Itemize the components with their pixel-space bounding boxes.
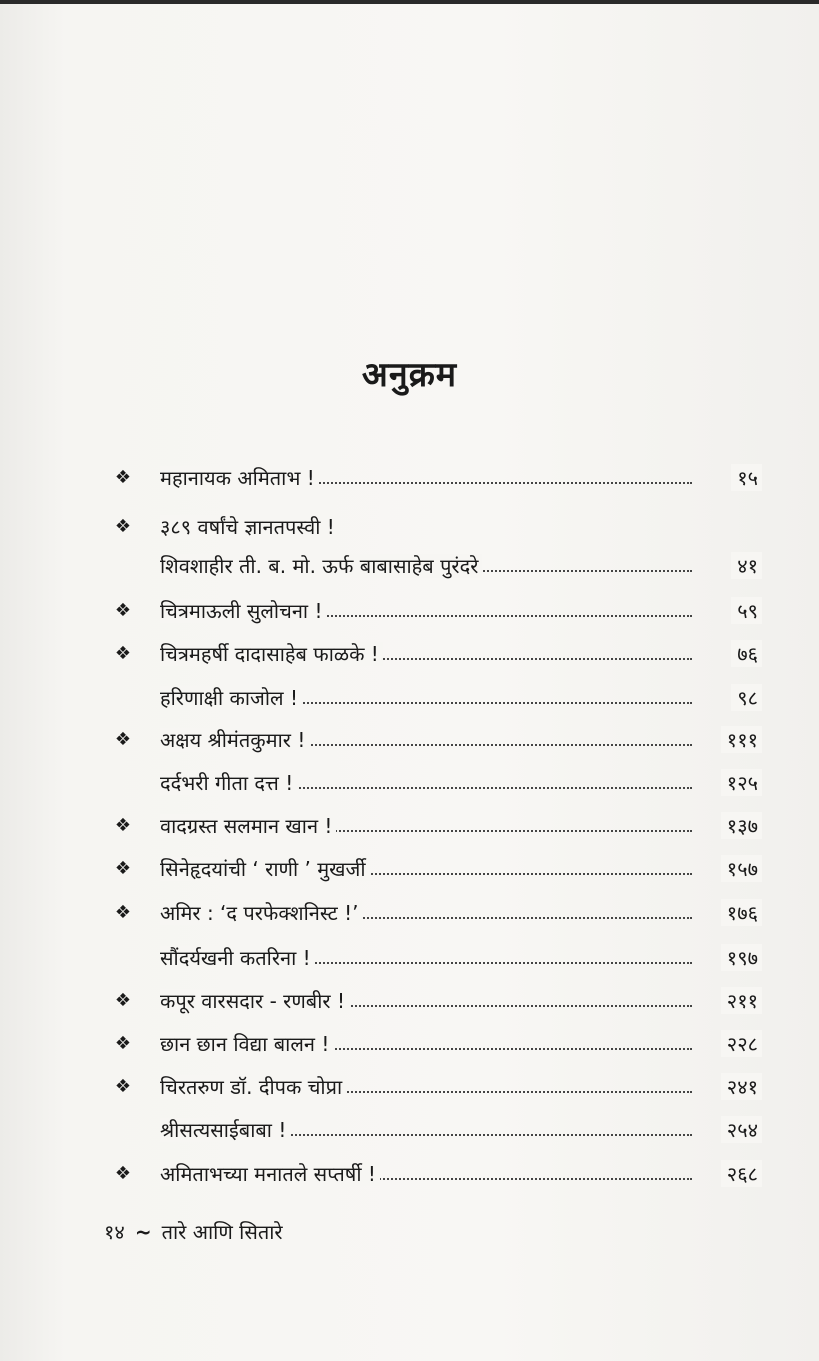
toc-entry-title: महानायक अमिताभ ! [160, 466, 319, 490]
toc-entry [112, 680, 762, 714]
diamond-bullet-icon: ❖ [114, 989, 132, 1011]
toc-entry-title: दर्दभरी गीता दत्त ! [160, 771, 297, 795]
toc-entry [112, 765, 762, 799]
toc-entry [112, 1069, 762, 1103]
toc-entry-page: २११ [721, 987, 762, 1014]
page-top-edge [0, 0, 819, 4]
toc-entry [112, 509, 762, 543]
toc-entry [112, 1156, 762, 1190]
diamond-bullet-icon: ❖ [114, 515, 132, 537]
toc-entry-page: ४१ [731, 552, 762, 579]
toc-entry [112, 722, 762, 756]
footer-page-number: १४ [104, 1220, 125, 1244]
toc-entry-page: १५ [731, 464, 762, 491]
diamond-bullet-icon: ❖ [114, 901, 132, 923]
toc-entry-title: कपूर वारसदार - रणबीर ! [160, 989, 349, 1013]
toc-entry-title: चित्रमाऊली सुलोचना ! [160, 599, 326, 623]
toc-entry-title: ३८९ वर्षांचे ज्ञानतपस्वी ! [160, 515, 339, 539]
toc-entry-page: १११ [721, 726, 762, 753]
toc-entry-title: चिरतरुण डॉ. दीपक चोप्रा [160, 1075, 346, 1099]
toc-entry [112, 895, 762, 929]
toc-heading: अनुक्रम [361, 355, 458, 395]
toc-entry [112, 460, 762, 494]
toc-entry-page: १९७ [721, 944, 762, 971]
footer-book-title: तारे आणि सितारे [161, 1220, 283, 1244]
toc-entry-title: हरिणाक्षी काजोल ! [160, 686, 302, 710]
toc-entry-title: अक्षय श्रीमंतकुमार ! [160, 728, 309, 752]
diamond-bullet-icon: ❖ [114, 466, 132, 488]
footer-dash-icon: ~ [134, 1220, 152, 1244]
toc-entry-title: अमिर : ‘द परफेक्शनिस्ट !’ [160, 901, 362, 925]
toc-entry-page: १३७ [721, 812, 762, 839]
toc-entry-title: शिवशाहीर ती. ब. मो. ऊर्फ बाबासाहेब पुरंदरे [160, 554, 482, 578]
toc-entry [112, 940, 762, 974]
toc-entry-page: २४१ [721, 1073, 762, 1100]
toc-entry-title: श्रीसत्यसाईबाबा ! [160, 1118, 290, 1142]
toc-entry-title: सौंदर्यखनी कतरिना ! [160, 946, 315, 970]
toc-entry-page: ७६ [731, 640, 762, 667]
toc-entry-title: सिनेहृदयांची ‘ राणी ’ मुखर्जी [160, 857, 370, 881]
toc-entry-page: १७६ [721, 899, 762, 926]
diamond-bullet-icon: ❖ [114, 728, 132, 750]
diamond-bullet-icon: ❖ [114, 1032, 132, 1054]
diamond-bullet-icon: ❖ [114, 1075, 132, 1097]
toc-entry-title: छान छान विद्या बालन ! [160, 1032, 333, 1056]
toc-entry-page: २५४ [721, 1116, 762, 1143]
toc-entry [112, 593, 762, 627]
diamond-bullet-icon: ❖ [114, 857, 132, 879]
toc-entry-title: चित्रमहर्षी दादासाहेब फाळके ! [160, 642, 383, 666]
toc-entry [112, 1026, 762, 1060]
toc-entry-page: २२८ [721, 1030, 762, 1057]
toc-entry-page: १५७ [721, 855, 762, 882]
toc-entry-page: १२५ [721, 769, 762, 796]
toc-entry-page: ५९ [731, 597, 762, 624]
toc-entry [112, 548, 762, 582]
diamond-bullet-icon: ❖ [114, 642, 132, 664]
toc-entry [112, 636, 762, 670]
page-footer [104, 1218, 283, 1245]
toc-entry [112, 983, 762, 1017]
diamond-bullet-icon: ❖ [114, 599, 132, 621]
toc-entry [112, 1112, 762, 1146]
toc-entry-page: २६८ [721, 1160, 762, 1187]
toc-entry [112, 851, 762, 885]
toc-entry-title: अमिताभच्या मनातले सप्तर्षी ! [160, 1162, 380, 1186]
diamond-bullet-icon: ❖ [114, 814, 132, 836]
toc-entry [112, 808, 762, 842]
diamond-bullet-icon: ❖ [114, 1162, 132, 1184]
toc-entry-title: वादग्रस्त सलमान खान ! [160, 814, 336, 838]
toc-entry-page: ९८ [731, 684, 762, 711]
